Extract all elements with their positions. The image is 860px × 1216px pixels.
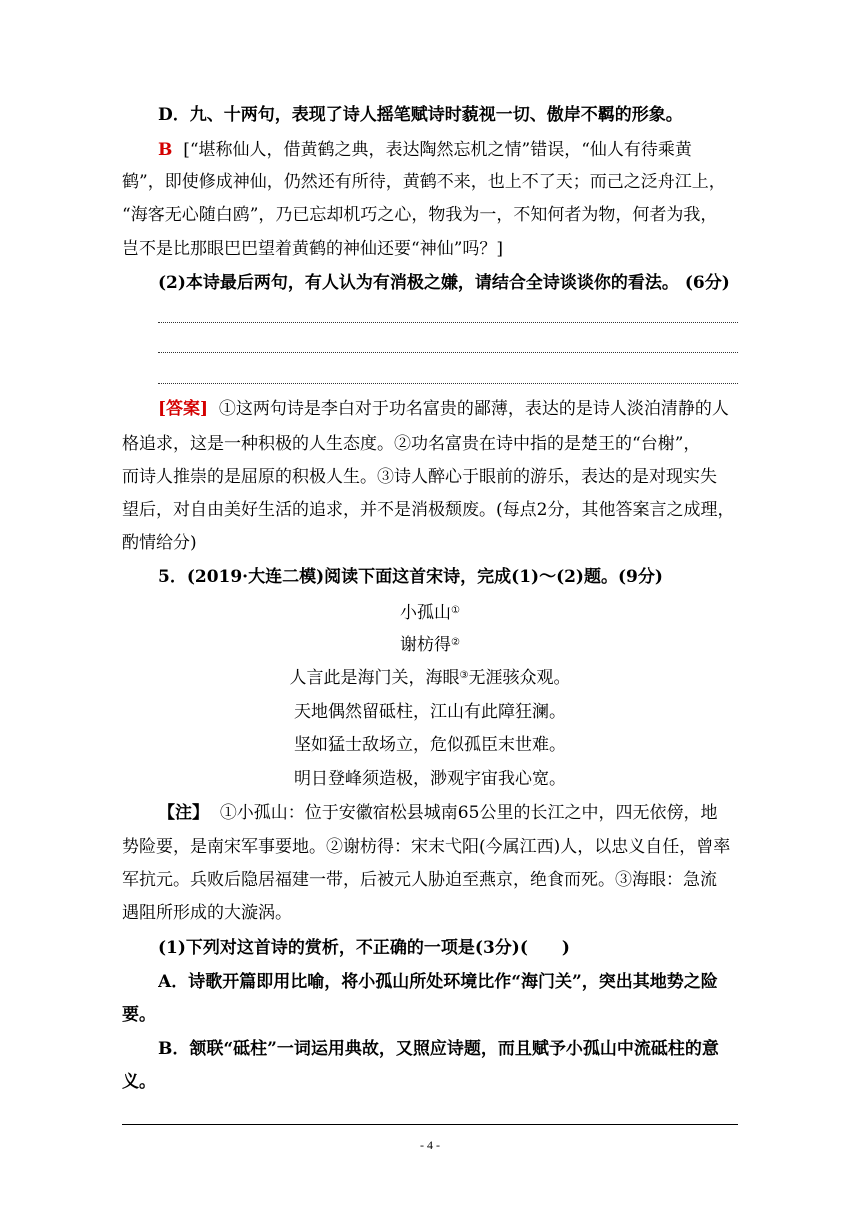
answer-b-line-3: “海客无心随白鸥”，乃已忘却机巧之心，物我为一，不知何者为物，何者为我，	[122, 205, 718, 225]
answer-letter: B	[158, 140, 173, 160]
answer-b-line-1: B [“堪称仙人，借黄鹤之典，表达陶然忘机之情”错误，“仙人有待乘黄	[158, 140, 692, 160]
answer-b-line-4: 岂不是比那眼巴巴望着黄鹤的神仙还要“神仙”吗？]	[122, 239, 504, 259]
question-5: 5．(2019·大连二模)阅读下面这首宋诗，完成(1)～(2)题。(9分)	[158, 567, 663, 587]
option-b-line-2: 义。	[122, 1072, 156, 1092]
sub-question-1: (1)下列对这首诗的赏析，不正确的一项是(3分)( )	[158, 938, 570, 958]
note-line-2: 势险要，是南宋军事要地。②谢枋得：宋末弋阳(今属江西)人，以忠义自任，曾率	[122, 837, 731, 857]
footer-divider	[122, 1124, 738, 1125]
poem-line-3: 坚如猛士敌场立，危似孤臣末世难。	[294, 735, 566, 755]
note-line-1: 【注】 ①小孤山：位于安徽宿松县城南65公里的长江之中，四无依傍，地	[158, 803, 718, 823]
option-a-line-2: 要。	[122, 1005, 156, 1025]
answer-blank-line-2[interactable]	[158, 352, 738, 353]
answer-line-2: 格追求，这是一种积极的人生态度。②功名富贵在诗中指的是楚王的“台榭”，	[122, 434, 701, 454]
option-d-line: D．九、十两句，表现了诗人摇笔赋诗时藐视一切、傲岸不羁的形象。	[158, 105, 683, 125]
answer-line-3: 而诗人推崇的是屈原的积极人生。③诗人醉心于眼前的游乐，表达的是对现实失	[122, 467, 717, 487]
answer-blank-line-1[interactable]	[158, 322, 738, 323]
poem-line-1: 人言此是海门关，海眼③无涯骇众观。	[289, 668, 571, 688]
poem-line-4: 明日登峰须造极，渺观宇宙我心宽。	[294, 769, 566, 789]
note-line-4: 遇阻所形成的大漩涡。	[122, 903, 292, 923]
question-2: (2)本诗最后两句，有人认为有消极之嫌，请结合全诗谈谈你的看法。 (6分)	[158, 273, 730, 293]
option-a-line-1: A．诗歌开篇即用比喻，将小孤山所处环境比作“海门关”，突出其地势之险	[158, 972, 718, 992]
answer-line-5: 酌情给分)	[122, 533, 197, 553]
page-number: - 4 -	[420, 1138, 440, 1152]
poem-author: 谢枋得②	[400, 635, 460, 655]
note-line-3: 军抗元。兵败后隐居福建一带，后被元人胁迫至燕京，绝食而死。③海眼：急流	[122, 870, 717, 890]
poem-line-2: 天地偶然留砥柱，江山有此障狂澜。	[294, 702, 566, 722]
answer-blank-line-3[interactable]	[158, 383, 738, 384]
answer-line-1: [答案] ①这两句诗是李白对于功名富贵的鄙薄，表达的是诗人淡泊清静的人	[158, 399, 729, 419]
answer-b-line-2: 鹤”，即使修成神仙，仍然还有所待，黄鹤不来，也上不了天；而己之泛舟江上，	[122, 172, 726, 192]
note-label: 【注】	[158, 803, 209, 823]
answer-line-4: 望后，对自由美好生活的追求，并不是消极颓废。(每点2分，其他答案言之成理，	[122, 500, 735, 520]
poem-title: 小孤山①	[400, 603, 460, 623]
option-b-line-1: B．颔联“砥柱”一词运用典故，又照应诗题，而且赋予小孤山中流砥柱的意	[158, 1039, 719, 1059]
answer-label: [答案]	[158, 399, 209, 419]
